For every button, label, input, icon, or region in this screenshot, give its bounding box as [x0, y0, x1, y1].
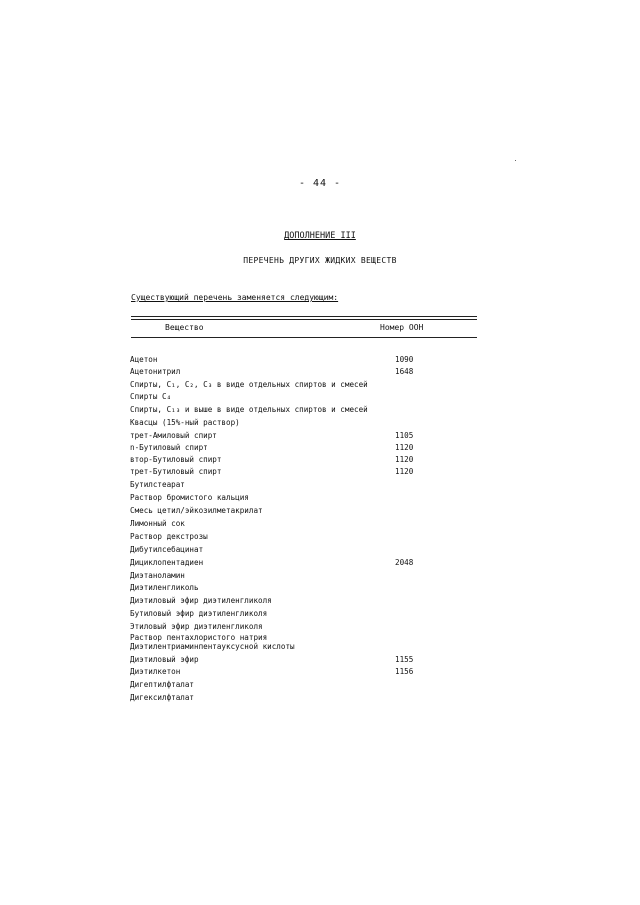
substance-name: Диэтилкетон — [130, 667, 181, 676]
un-number: 1120 — [395, 443, 414, 452]
substance-name: Ацетонитрил — [130, 367, 181, 376]
substance-name: трет-Бутиловый спирт — [130, 467, 222, 476]
column-header-un-number: Номер ООН — [380, 323, 424, 332]
un-number: 1105 — [395, 431, 414, 440]
substance-name: Бутилстеарат — [130, 480, 185, 489]
substance-name: Раствор бромистого кальция — [130, 493, 249, 502]
substance-name: Квасцы (15%-ный раствор) — [130, 418, 240, 427]
substance-name: Бутиловый эфир диэтиленгликоля — [130, 609, 268, 618]
un-number: 1120 — [395, 467, 414, 476]
substance-name: Спирты C₄ — [130, 392, 172, 401]
substance-name: Раствор пентахлористого натрия — [130, 633, 268, 642]
substance-name: трет-Амиловый спирт — [130, 431, 217, 440]
substance-name: Диэтилентриаминпентауксусной кислоты — [130, 642, 295, 651]
substance-name: Дигептилфталат — [130, 680, 195, 689]
column-header-substance: Вещество — [165, 323, 204, 332]
substance-name: Диэтиловый эфир — [130, 655, 199, 664]
substance-name: Смесь цетил/эйкозилметакрилат — [130, 506, 263, 515]
page-number: - 44 - — [298, 178, 342, 189]
un-number: 1155 — [395, 655, 414, 664]
substance-name: втор-Бутиловый спирт — [130, 455, 222, 464]
substance-name: Дигексилфталат — [130, 693, 195, 702]
appendix-heading-text: ДОПОЛНЕНИЕ III — [284, 231, 356, 241]
substance-name: Спирты, C₁₃ и выше в виде отдельных спиртов и смесей — [130, 405, 368, 414]
substance-name: Диэтиловый эфир диэтиленгликоля — [130, 596, 272, 605]
intro-text: Существующий перечень заменяется следующим: — [131, 293, 339, 302]
un-number: 1120 — [395, 455, 414, 464]
scan-speck — [515, 160, 516, 161]
substance-name: Ацетон — [130, 355, 158, 364]
substance-name: Лимонный сок — [130, 519, 185, 528]
un-number: 1090 — [395, 355, 414, 364]
substance-name: Дибутилсебацинат — [130, 545, 204, 554]
substance-name: Спирты, C₁, C₂, C₃ в виде отдельных спиртов и смесей — [130, 380, 368, 389]
un-number: 2048 — [395, 558, 414, 567]
substance-name: Диэтаноламин — [130, 571, 185, 580]
un-number: 1156 — [395, 667, 414, 676]
substance-name: Дициклопентадиен — [130, 558, 204, 567]
list-title: ПЕРЕЧЕНЬ ДРУГИХ ЖИДКИХ ВЕЩЕСТВ — [243, 256, 397, 265]
substance-name: n-Бутиловый спирт — [130, 443, 208, 452]
un-number: 1648 — [395, 367, 414, 376]
substance-name: Диэтиленгликоль — [130, 583, 199, 592]
substance-name: Этиловый эфир диэтиленгликоля — [130, 622, 263, 631]
substance-name: Раствор декстрозы — [130, 532, 208, 541]
